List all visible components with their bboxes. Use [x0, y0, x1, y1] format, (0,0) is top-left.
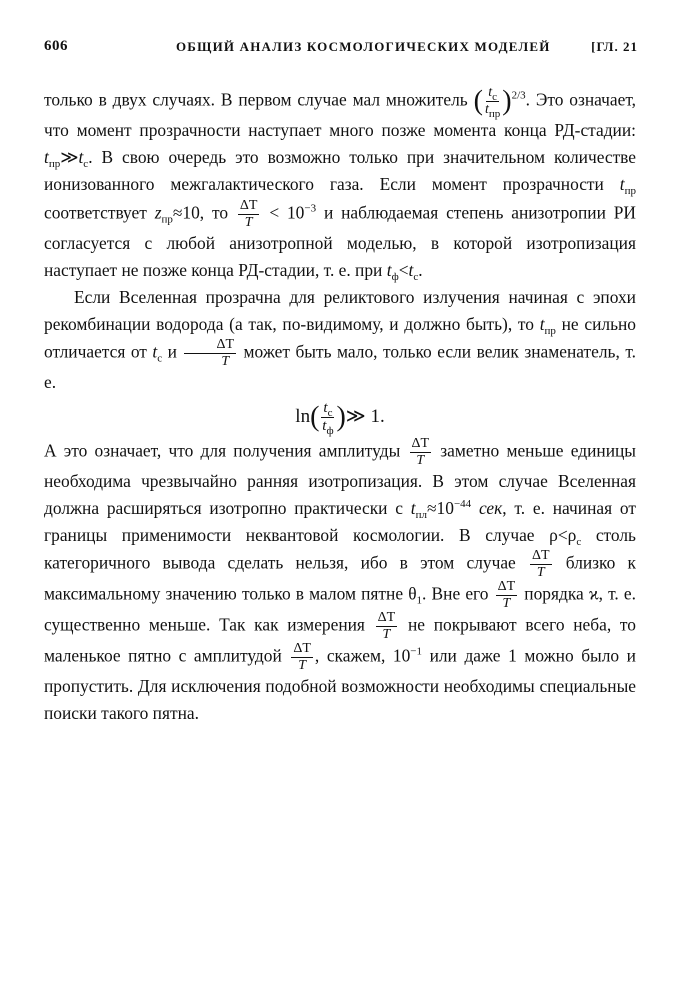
fraction-dT-T: $\frac{\Delta T}{T}$: [293, 641, 311, 674]
paragraph-3: А это означает, что для получения амплитуды $\frac{\Delta T}{T}$ заметно меньше единицы необходима чрезвычайно ранняя изотропизация. В этом случае Вселенная должна расширяться изотропно практически с $t_{пл}\approx 10^{-44}$ сек, т. е. начиная от границы применимости неквантовой космологии. В случае $\rho<\rho_c$ столь категоричного вывода сделать нельзя, ибо в этом случае $\frac{\Delta T}{T}$ близко к максимальному значению только в малом пятне $\theta_1$. Вне его $\frac{\Delta T}{T}$ порядка ϰ, т. е. существенно меньше. Так как измерения $\frac{\Delta T}{T}$ не покрывают всего неба, то маленькое пятно с амплитудой $\frac{\Delta T}{T}$ , скажем, $10^{-1}$ или даже 1 можно было и пропустить. Для исключения подобной возможности необходимы специальные поиски такого пятна.: [44, 435, 636, 724]
fraction-tc-tpr: $\frac{t_c}{t_{пр}}$: [484, 85, 501, 120]
display-formula: ln( $\frac{t_c}{t_ф}$ )≫ 1.: [295, 399, 385, 437]
chapter-label: [ГЛ. 21: [591, 39, 638, 54]
fraction-dT-T: $\frac{\Delta T}{T}$: [377, 610, 396, 643]
fraction-dT-T: $\frac{\Delta T}{T}$: [532, 548, 550, 581]
page-body: [44, 86, 636, 728]
fraction-dT-T: $\frac{\Delta T}{T}$: [184, 338, 236, 369]
exponent-2-3: 2/3: [511, 89, 526, 102]
paragraph-1: только в двух случаях. В первом случае мал множитель ( $\frac{t_c}{t_{пр}}$ )$^{2/3}$. Это означает, что момент прозрачности наступает много позже момента конца РД-стадии: $t_{пр}≫t_c$. В свою очередь это возможно только при значительном количестве ионизованного межгалактического газа. Если момент прозрачности $t_{пр}$ соответствует $z_{пр}\approx 10$, то $\frac{\Delta T}{T}$ < $10^{-3}$ и наблюдаемая степень анизотропии РИ согласуется с любой анизотропной моделью, в которой изотропизация наступает не позже конца РД-стадии, т. е. при $t_ф<t_c$.: [44, 85, 636, 283]
fraction-dT-T: $\frac{\Delta T}{T}$: [411, 435, 430, 468]
page-header: [44, 38, 638, 60]
fraction-dT-T: $\frac{\Delta T}{T}$: [497, 579, 516, 612]
paragraph-2: Если Вселенная прозрачна для реликтового излучения начиная с эпохи рекомбинации водорода (а так, по-видимому, и должно быть), то $t_{пр}$ не сильно отличается от $t_c$ и $\frac{\Delta T}{T}$ может быть мало, только если велик знаменатель, т. е.: [44, 287, 637, 393]
running-title: ОБЩИЙ АНАЛИЗ КОСМОЛОГИЧЕСКИХ МОДЕЛЕЙ: [176, 39, 551, 54]
page-number: 606: [44, 38, 68, 54]
fraction-dT-T: $\frac{\Delta T}{T}$: [239, 197, 258, 230]
